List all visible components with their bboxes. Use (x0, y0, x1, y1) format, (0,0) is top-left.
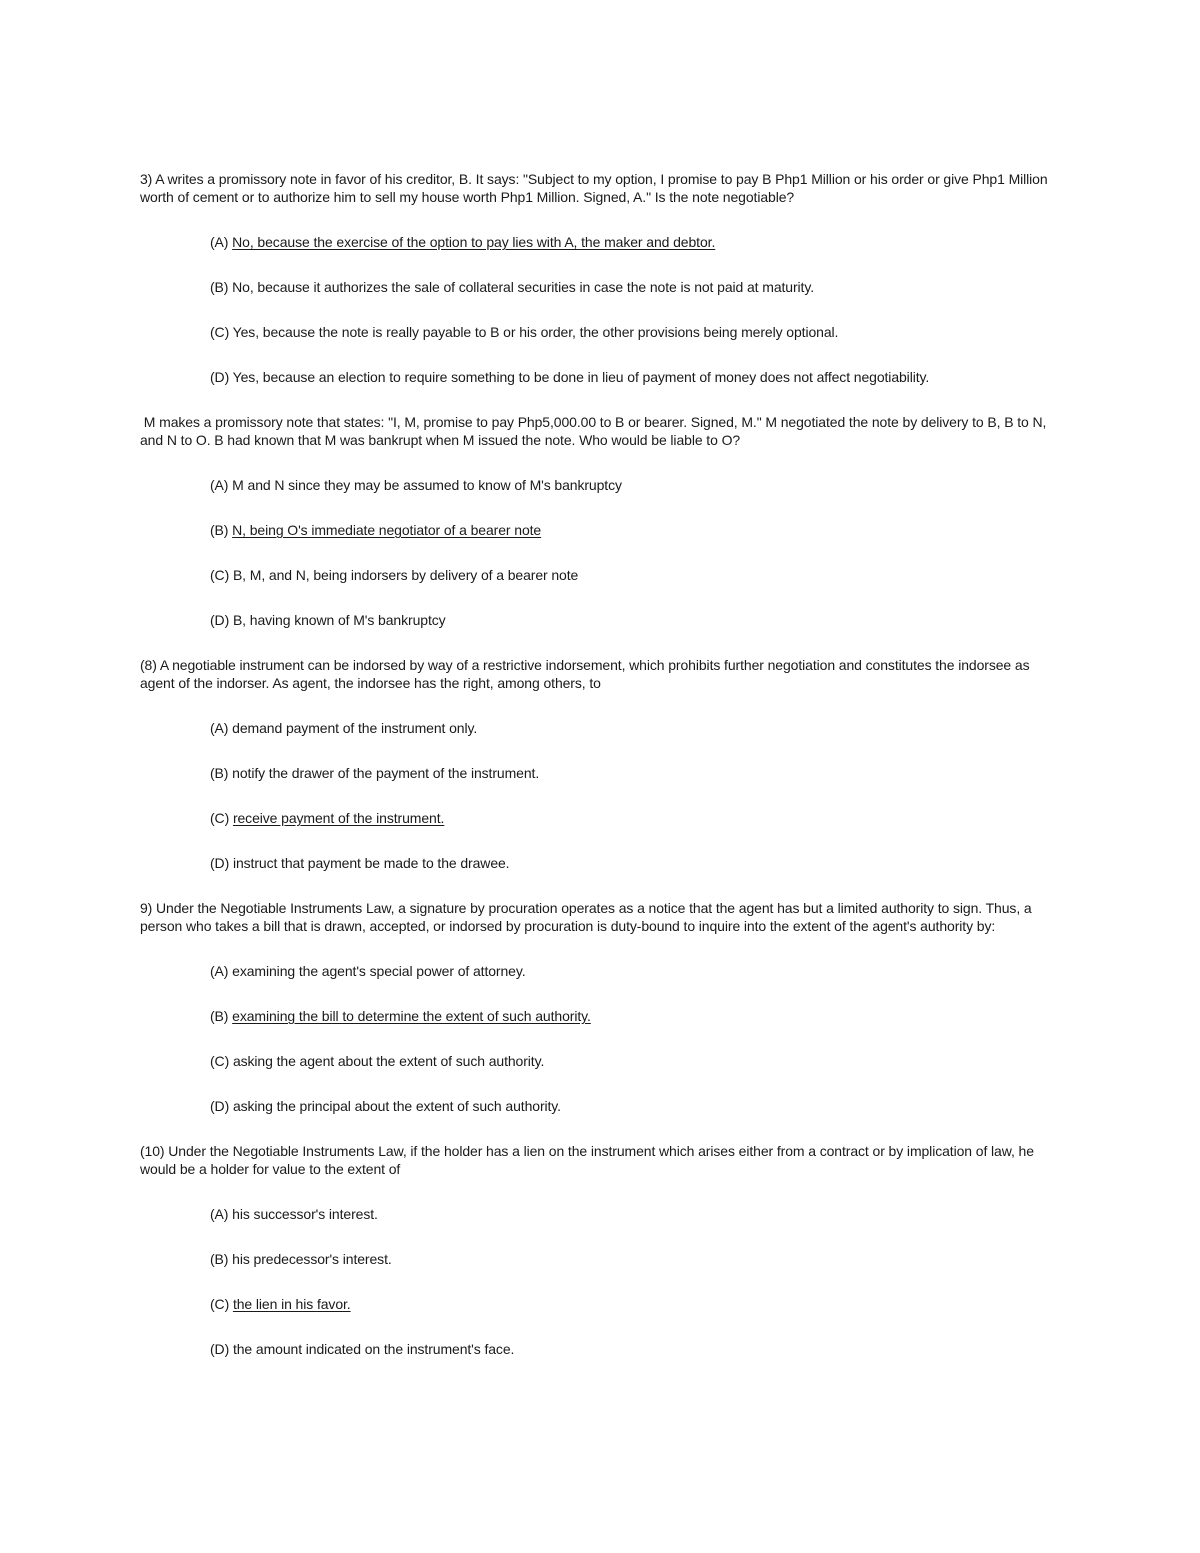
option-letter: (C) (210, 1053, 233, 1069)
option-letter: (B) (210, 765, 233, 781)
option-text: Yes, because the note is really payable to B or his order, the other provisions being merely optional. (232, 324, 839, 340)
question-8 (140, 656, 1065, 872)
option-letter: (B) (210, 1251, 233, 1267)
option-d (210, 1340, 1065, 1358)
option-text: instruct that payment be made to the drawee. (232, 855, 510, 871)
option-text: asking the agent about the extent of such authority. (232, 1053, 545, 1069)
option-letter: (C) (210, 810, 233, 826)
option-text-correct: the lien in his favor. (232, 1296, 351, 1312)
option-a (210, 719, 1065, 737)
option-letter: (D) (210, 1098, 233, 1114)
option-b (210, 521, 1065, 539)
answer-options (210, 719, 1065, 872)
option-letter: (B) (210, 522, 233, 538)
option-letter: (D) (210, 369, 233, 385)
option-d (210, 854, 1065, 872)
option-letter: (B) (210, 1008, 233, 1024)
option-text: notify the drawer of the payment of the instrument. (232, 765, 540, 781)
option-letter: (A) (210, 234, 233, 250)
option-c (210, 323, 1065, 341)
option-d (210, 611, 1065, 629)
option-c (210, 566, 1065, 584)
option-letter: (A) (210, 1206, 233, 1222)
answer-options (210, 476, 1065, 629)
question-stem: (10) Under the Negotiable Instruments Law, if the holder has a lien on the instrument which arises either from a contract or by implication of law, he would be a holder for value to the extent of (140, 1143, 1034, 1177)
option-text: Yes, because an election to require something to be done in lieu of payment of money does not affect negotiability. (232, 369, 930, 385)
option-text-correct: No, because the exercise of the option to pay lies with A, the maker and debtor. (232, 234, 716, 250)
option-text: examining the agent's special power of attorney. (232, 963, 526, 979)
option-b (210, 1250, 1065, 1268)
option-letter: (A) (210, 477, 233, 493)
option-d (210, 368, 1065, 386)
option-a (210, 233, 1065, 251)
option-letter: (C) (210, 567, 233, 583)
question-3 (140, 170, 1065, 386)
option-a (210, 1205, 1065, 1223)
document-content (140, 170, 1065, 1385)
answer-options (210, 233, 1065, 386)
option-text: M and N since they may be assumed to know of M's bankruptcy (232, 477, 622, 493)
option-letter: (D) (210, 855, 233, 871)
option-text: No, because it authorizes the sale of collateral securities in case the note is not paid at maturity. (232, 279, 815, 295)
option-b (210, 278, 1065, 296)
option-c (210, 1052, 1065, 1070)
option-d (210, 1097, 1065, 1115)
option-c (210, 809, 1065, 827)
option-letter: (C) (210, 324, 233, 340)
option-a (210, 962, 1065, 980)
option-text: his predecessor's interest. (232, 1251, 392, 1267)
answer-options (210, 962, 1065, 1115)
option-text: asking the principal about the extent of such authority. (232, 1098, 561, 1114)
question-stem: M makes a promissory note that states: "I, M, promise to pay Php5,000.00 to B or bearer. Signed, M." M negotiated the note by delivery to B, B to N, and N to O. B had known that M was bankrupt when M issued the note. Who would be liable to O? (140, 414, 1051, 448)
option-letter: (D) (210, 612, 233, 628)
option-b (210, 764, 1065, 782)
option-text: his successor's interest. (232, 1206, 378, 1222)
option-c (210, 1295, 1065, 1313)
question-stem: 9) Under the Negotiable Instruments Law, a signature by procuration operates as a notice that the agent has but a limited authority to sign. Thus, a person who takes a bill that is drawn, accepted, or indorsed by procuration is duty-bound to inquire into the extent of the agent's authority by: (140, 900, 1032, 934)
option-letter: (A) (210, 963, 233, 979)
option-text: B, M, and N, being indorsers by delivery of a bearer note (232, 567, 579, 583)
option-text: B, having known of M's bankruptcy (232, 612, 446, 628)
option-a (210, 476, 1065, 494)
question-stem: (8) A negotiable instrument can be indorsed by way of a restrictive indorsement, which prohibits further negotiation and constitutes the indorsee as agent of the indorser. As agent, the indorsee has the right, among others, to (140, 657, 1030, 691)
option-text-correct: N, being O's immediate negotiator of a bearer note (232, 522, 542, 538)
question-10 (140, 1142, 1065, 1358)
question-stem: 3) A writes a promissory note in favor of his creditor, B. It says: "Subject to my option, I promise to pay B Php1 Million or his order or give Php1 Million worth of cement or to authorize him to sell my house worth Php1 Million. Signed, A." Is the note negotiable? (140, 171, 1048, 205)
option-b (210, 1007, 1065, 1025)
question-9 (140, 899, 1065, 1115)
option-letter: (D) (210, 1341, 233, 1357)
option-letter: (B) (210, 279, 233, 295)
option-text: demand payment of the instrument only. (232, 720, 478, 736)
option-text-correct: receive payment of the instrument. (232, 810, 445, 826)
option-text-correct: examining the bill to determine the extent of such authority. (232, 1008, 591, 1024)
option-letter: (A) (210, 720, 233, 736)
question-m-promissory-note (140, 413, 1065, 629)
answer-options (210, 1205, 1065, 1358)
option-text: the amount indicated on the instrument's face. (232, 1341, 515, 1357)
option-letter: (C) (210, 1296, 233, 1312)
